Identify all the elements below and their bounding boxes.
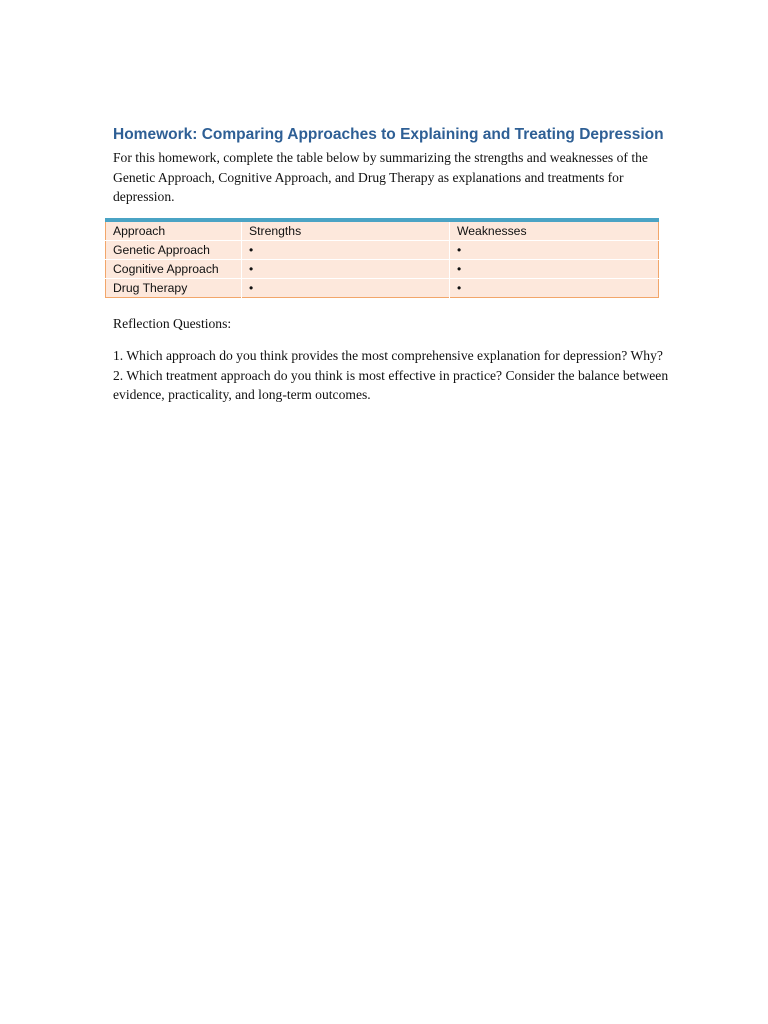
weaknesses-cell[interactable]	[450, 279, 659, 298]
table-row	[106, 241, 659, 260]
table-header-row	[106, 220, 659, 241]
reflection-question: 1. Which approach do you think provides the most comprehensive explanation for depression? Why?	[113, 348, 663, 363]
approach-cell: Cognitive Approach	[106, 260, 242, 279]
reflection-questions	[113, 346, 673, 405]
page-title: Homework: Comparing Approaches to Explaining and Treating Depression	[113, 126, 664, 143]
approach-cell: Genetic Approach	[106, 241, 242, 260]
bullet-point: •	[457, 261, 462, 276]
column-header-weaknesses: Weaknesses	[450, 220, 659, 241]
bullet-point: •	[457, 242, 462, 257]
weaknesses-cell[interactable]	[450, 241, 659, 260]
table-row	[106, 260, 659, 279]
bullet-point: •	[249, 280, 254, 295]
approach-cell: Drug Therapy	[106, 279, 242, 298]
strengths-cell[interactable]	[242, 241, 450, 260]
strengths-cell[interactable]	[242, 260, 450, 279]
bullet-point: •	[249, 242, 254, 257]
summary-table	[105, 218, 659, 298]
column-header-strengths: Strengths	[242, 220, 450, 241]
table-row	[106, 279, 659, 298]
intro-paragraph: For this homework, complete the table below by summarizing the strengths and weaknesses of the Genetic Approach, Cognitive Approach, and Drug Therapy as explanations and treatments for depression.	[113, 150, 648, 204]
strengths-cell[interactable]	[242, 279, 450, 298]
weaknesses-cell[interactable]	[450, 260, 659, 279]
bullet-point: •	[457, 280, 462, 295]
summary-table-container	[105, 218, 658, 298]
column-header-approach: Approach	[106, 220, 242, 241]
reflection-heading: Reflection Questions:	[113, 316, 232, 331]
bullet-point: •	[249, 261, 254, 276]
reflection-question: 2. Which treatment approach do you think is most effective in practice? Consider the balance between evidence, practicality, and long-term outcomes.	[113, 367, 669, 402]
